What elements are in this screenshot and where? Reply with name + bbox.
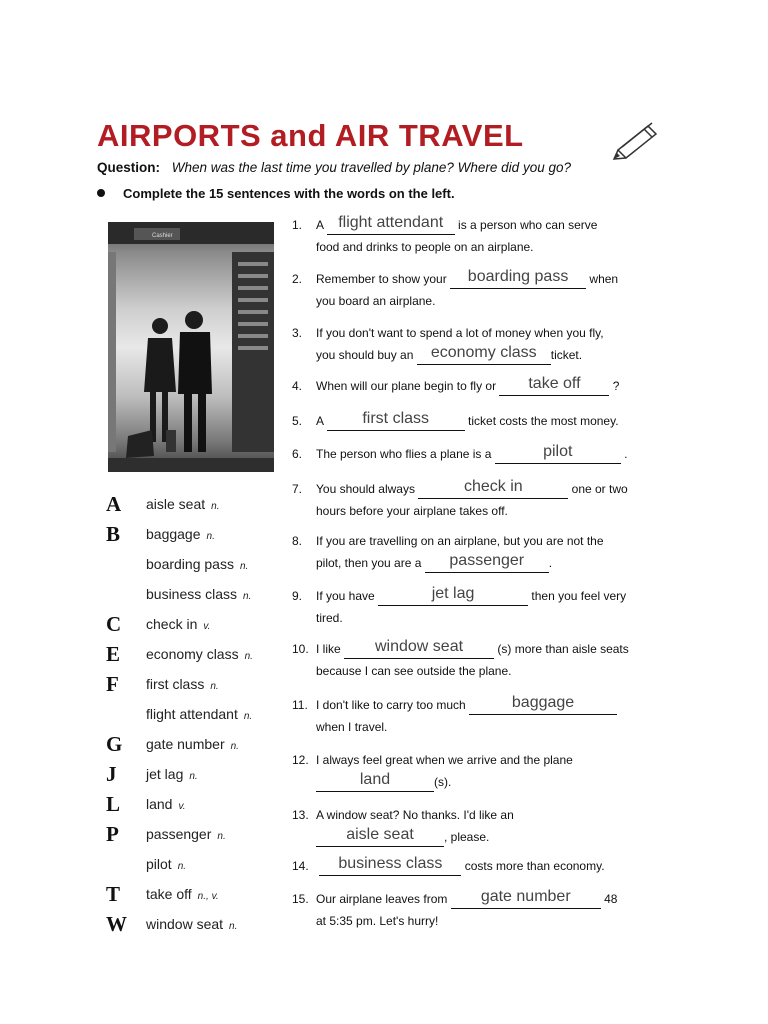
sentence-text: food and drinks to people on an airplane. (316, 240, 534, 254)
word-entry (146, 646, 253, 662)
word-text: gate number (146, 736, 225, 752)
word-text: boarding pass (146, 556, 234, 572)
word-text: economy class (146, 646, 239, 662)
word-text: take off (146, 886, 192, 902)
sentence-text: Our airplane leaves from (316, 892, 448, 906)
sentence-text: you should buy an (316, 348, 414, 362)
sentence-15 (292, 888, 662, 932)
sentence-text: is a person who can serve (458, 218, 598, 232)
word-entry (146, 496, 220, 512)
sentence-number: 5. (292, 414, 303, 428)
answer-text: flight attendant (338, 214, 444, 231)
sentence-number: 10. (292, 642, 309, 656)
sentence-number: 11. (292, 698, 308, 712)
word-entry (146, 766, 198, 782)
sentence-text: A window seat? No thanks. I'd like an (316, 808, 514, 822)
word-entry (146, 916, 237, 932)
answer-blank[interactable] (450, 270, 586, 289)
answer-text: jet lag (431, 585, 475, 602)
word-list-item (106, 556, 276, 584)
answer-text: boarding pass (467, 268, 569, 285)
sentence-text: one or two (571, 482, 628, 496)
part-of-speech: n. (229, 921, 238, 932)
part-of-speech: n. (239, 561, 249, 572)
sentence-8 (292, 530, 662, 574)
sentence-text: Remember to show your (316, 272, 447, 286)
sentence-text: I like (316, 642, 341, 656)
sentence-text: ticket costs the most money. (468, 414, 619, 428)
word-entry (146, 886, 219, 902)
word-letter: J (106, 762, 117, 786)
answer-blank[interactable] (499, 377, 609, 396)
part-of-speech: n. (189, 771, 198, 782)
sentence-14 (292, 855, 662, 877)
word-entry (146, 706, 252, 722)
word-entry (146, 556, 248, 572)
word-entry (146, 526, 215, 542)
answer-text: first class (362, 410, 430, 427)
answer-blank[interactable] (327, 412, 465, 431)
sentence-13 (292, 804, 662, 848)
answer-blank[interactable] (316, 828, 444, 847)
sentence-text: ? (612, 379, 620, 393)
sentence-text: , please. (444, 830, 490, 844)
part-of-speech: n., v. (197, 891, 219, 902)
word-entry (146, 676, 219, 692)
sentence-text: you board an airplane. (316, 294, 436, 308)
sentence-text: . (548, 556, 553, 570)
word-list-item (106, 586, 276, 614)
bullet-icon (97, 189, 105, 197)
sentence-2 (292, 268, 662, 312)
sentence-text: I don't like to carry too much (316, 698, 466, 712)
sentence-number: 12. (292, 753, 309, 767)
answer-text: window seat (375, 638, 464, 655)
word-entry (146, 826, 226, 842)
sentence-text: If you don't want to spend a lot of money when you fly, (316, 326, 604, 340)
answer-text: baggage (511, 694, 575, 711)
word-list-item (106, 822, 276, 854)
answer-blank[interactable] (316, 773, 434, 792)
sentence-text: tired. (316, 611, 343, 625)
sentence-number: 15. (292, 892, 309, 906)
sentence-text: when I travel. (316, 720, 388, 734)
question-line (97, 160, 571, 175)
sentence-9 (292, 585, 662, 629)
word-letter: A (106, 492, 122, 516)
sentence-7 (292, 478, 662, 522)
word-letter: E (106, 642, 121, 666)
answer-blank[interactable] (417, 346, 551, 365)
word-list-item (106, 612, 276, 644)
sentence-number: 6. (292, 447, 303, 461)
answer-blank[interactable] (418, 480, 568, 499)
part-of-speech: n. (210, 681, 219, 692)
sentence-text: A (316, 414, 324, 428)
sentence-4 (292, 375, 662, 397)
sentence-text: If you are travelling on an airplane, but you are not the (316, 534, 604, 548)
word-text: first class (146, 676, 205, 692)
sentence-number: 14. (292, 859, 309, 873)
word-letter: W (106, 912, 127, 936)
word-text: flight attendant (146, 706, 238, 722)
part-of-speech: n. (243, 591, 252, 602)
sentence-11 (292, 694, 662, 738)
answer-text: pilot (543, 443, 573, 460)
worksheet-title: AIRPORTS and AIR TRAVEL (97, 118, 524, 153)
sentence-number: 1. (292, 218, 303, 232)
sentence-6 (292, 443, 662, 465)
word-text: aisle seat (146, 496, 206, 512)
word-list-item (106, 792, 276, 824)
word-text: passenger (146, 826, 212, 842)
sentence-number: 13. (292, 808, 309, 822)
sentence-text: because I can see outside the plane. (316, 664, 512, 678)
sentence-text: hours before your airplane takes off. (316, 504, 508, 518)
sentence-text: . (624, 447, 628, 461)
instruction (97, 186, 455, 201)
sentence-number: 4. (292, 379, 303, 393)
sentence-text: When will our plane begin to fly or (316, 379, 497, 393)
question-label: Question: (97, 160, 160, 175)
word-list-item (106, 882, 276, 914)
answer-text: aisle seat (346, 826, 414, 843)
answer-text: gate number (480, 888, 571, 905)
question-text: When was the last time you travelled by plane? Where did you go? (171, 160, 571, 175)
part-of-speech: n. (217, 831, 226, 842)
answer-blank[interactable] (451, 890, 601, 909)
answer-blank[interactable] (495, 445, 621, 464)
word-list-item (106, 642, 276, 674)
sentence-number: 7. (292, 482, 303, 496)
sentence-text: at 5:35 pm. Let's hurry! (316, 914, 439, 928)
answer-blank[interactable] (425, 554, 549, 573)
answer-text: take off (528, 375, 581, 392)
answer-blank[interactable] (378, 587, 528, 606)
word-entry (146, 736, 239, 752)
word-text: check in (146, 616, 198, 632)
answer-blank[interactable] (319, 857, 461, 876)
sentence-10 (292, 638, 662, 682)
sentence-text: then you feel very (531, 589, 627, 603)
word-entry (146, 796, 186, 812)
part-of-speech: n. (244, 651, 253, 662)
photo-sign-text: Cashier (152, 233, 173, 239)
word-list-item (106, 762, 276, 794)
sentence-text: (s). (434, 775, 452, 789)
part-of-speech: n. (206, 531, 215, 542)
sentence-5 (292, 410, 662, 432)
answer-text: land (359, 771, 391, 788)
word-entry (146, 586, 251, 602)
word-text: baggage (146, 526, 201, 542)
word-list-item (106, 912, 276, 944)
part-of-speech: n. (243, 711, 253, 722)
airport-photo (108, 222, 274, 472)
answer-text: passenger (449, 552, 525, 569)
answer-blank[interactable] (344, 640, 494, 659)
answer-text: business class (338, 855, 443, 872)
word-list-item (106, 672, 276, 704)
word-letter: C (106, 612, 122, 636)
word-entry (146, 616, 210, 632)
answer-text: check in (463, 478, 523, 495)
sentence-3 (292, 322, 662, 366)
word-list-item (106, 492, 276, 524)
part-of-speech: n. (211, 501, 220, 512)
sentence-text: when (589, 272, 619, 286)
sentence-text: costs more than economy. (464, 859, 605, 873)
word-entry (146, 856, 186, 872)
sentence-text: ticket. (550, 348, 583, 362)
sentence-text: I always feel great when we arrive and the plane (316, 753, 573, 767)
sentence-number: 3. (292, 326, 303, 340)
sentence-text: A (316, 218, 324, 232)
part-of-speech: n. (177, 861, 187, 872)
word-list-item (106, 856, 276, 884)
word-text: jet lag (146, 766, 184, 782)
word-letter: B (106, 522, 121, 546)
sentence-number: 2. (292, 272, 303, 286)
word-letter: L (106, 792, 121, 816)
word-list-item (106, 706, 276, 734)
word-list-item (106, 732, 276, 764)
sentence-text: 48 (604, 892, 618, 906)
sentence-1 (292, 214, 662, 258)
sentence-number: 8. (292, 534, 303, 548)
sentence-text: If you have (316, 589, 375, 603)
pencil-icon (612, 120, 660, 160)
answer-blank[interactable] (469, 696, 617, 715)
sentence-text: You should always (316, 482, 415, 496)
answer-text: economy class (430, 344, 537, 361)
word-letter: G (106, 732, 123, 756)
word-text: business class (146, 586, 238, 602)
word-text: pilot (146, 856, 172, 872)
word-list-item (106, 522, 276, 554)
instruction-text: Complete the 15 sentences with the words on the left. (123, 186, 455, 201)
part-of-speech: n. (230, 741, 239, 752)
part-of-speech: v. (203, 621, 211, 632)
answer-blank[interactable] (327, 216, 455, 235)
part-of-speech: v. (178, 801, 186, 812)
word-text: window seat (146, 916, 224, 932)
sentence-number: 9. (292, 589, 303, 603)
word-letter: T (106, 882, 121, 906)
word-letter: F (106, 672, 119, 696)
sentence-text: The person who flies a plane is a (316, 447, 492, 461)
sentence-12 (292, 749, 662, 793)
word-text: land (146, 796, 173, 812)
sentence-text: (s) more than aisle seats (497, 642, 629, 656)
word-letter: P (106, 822, 119, 846)
sentence-text: pilot, then you are a (316, 556, 422, 570)
